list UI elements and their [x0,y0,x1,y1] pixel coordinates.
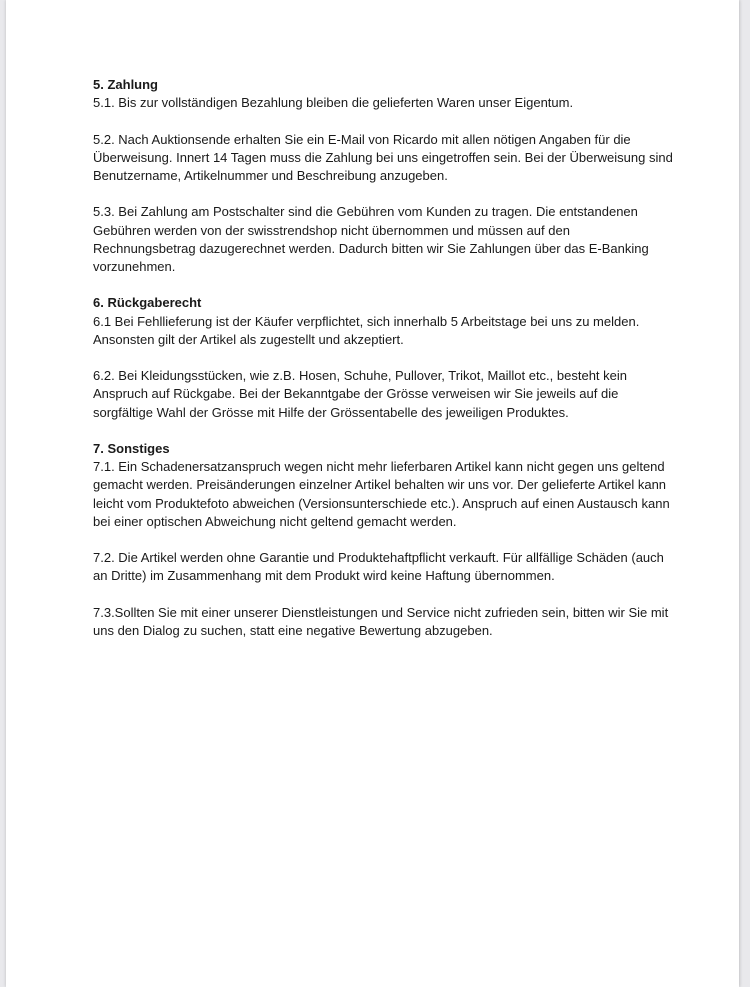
paragraph-7-1: 7.1. Ein Schadenersatzanspruch wegen nicht mehr lieferbaren Artikel kann nicht gegen uns geltend gemacht werden. Preisänderungen einzelner Artikel behalten wir uns vor. Der gelieferte Artikel kann leicht vom Produktefoto abweichen (Versionsunterschiede etc.). Anspruch auf einen Austausch kann bei einer optischen Abweichung nicht geltend gemacht werden. [93,459,670,529]
paragraph-6-2: 6.2. Bei Kleidungsstücken, wie z.B. Hosen, Schuhe, Pullover, Trikot, Maillot etc., besteht kein Anspruch auf Rückgabe. Bei der Bekanntgabe der Grösse verweisen wir Sie jeweils auf die sorgfältige Wahl der Grösse mit Hilfe der Grössentabelle des jeweiligen Produktes. [93,368,627,420]
section-heading-sonstiges: 7. Sonstiges [93,440,170,456]
paragraph-5-3: 5.3. Bei Zahlung am Postschalter sind die Gebühren vom Kunden zu tragen. Die entstandenen Gebühren werden von der swisstrendshop nicht übernommen und müssen auf den Rechnungsbetrag dazugerechnet werden. Dadurch bitten wir Sie Zahlungen über das E-Banking vorzunehmen. [93,204,649,274]
section-heading-zahlung: 5. Zahlung [93,77,158,92]
paragraph-7-2: 7.2. Die Artikel werden ohne Garantie und Produktehaftpflicht verkauft. Für allfällige Schäden (auch an Dritte) im Zusammenhang mit dem Produkt wird keine Haftung übernommen. [93,550,664,584]
paragraph-6-1: 6.1 Bei Fehllieferung ist der Käufer verpflichtet, sich innerhalb 5 Arbeitstage bei uns zu melden. Ansonsten gilt der Artikel als zugestellt und akzeptiert. [93,313,640,347]
document-page [6,0,739,987]
paragraph-5-2: 5.2. Nach Auktionsende erhalten Sie ein E-Mail von Ricardo mit allen nötigen Angaben für die Überweisung. Innert 14 Tagen muss die Zahlung bei uns eingetroffen sein. Bei der Überweisung sind Benutzername, Artikelnummer und Beschreibung anzugeben. [93,131,673,183]
section-heading-rueckgaberecht: 6. Rückgaberecht [93,295,202,311]
paragraph-7-3: 7.3.Sollten Sie mit einer unserer Dienstleistungen und Service nicht zufrieden sein, bitten wir Sie mit uns den Dialog zu suchen, statt eine negative Bewertung abzugeben. [93,604,669,638]
paragraph-5-1: 5.1. Bis zur vollständigen Bezahlung bleiben die gelieferten Waren unser Eigentum. [93,95,574,111]
document-body [93,76,673,640]
